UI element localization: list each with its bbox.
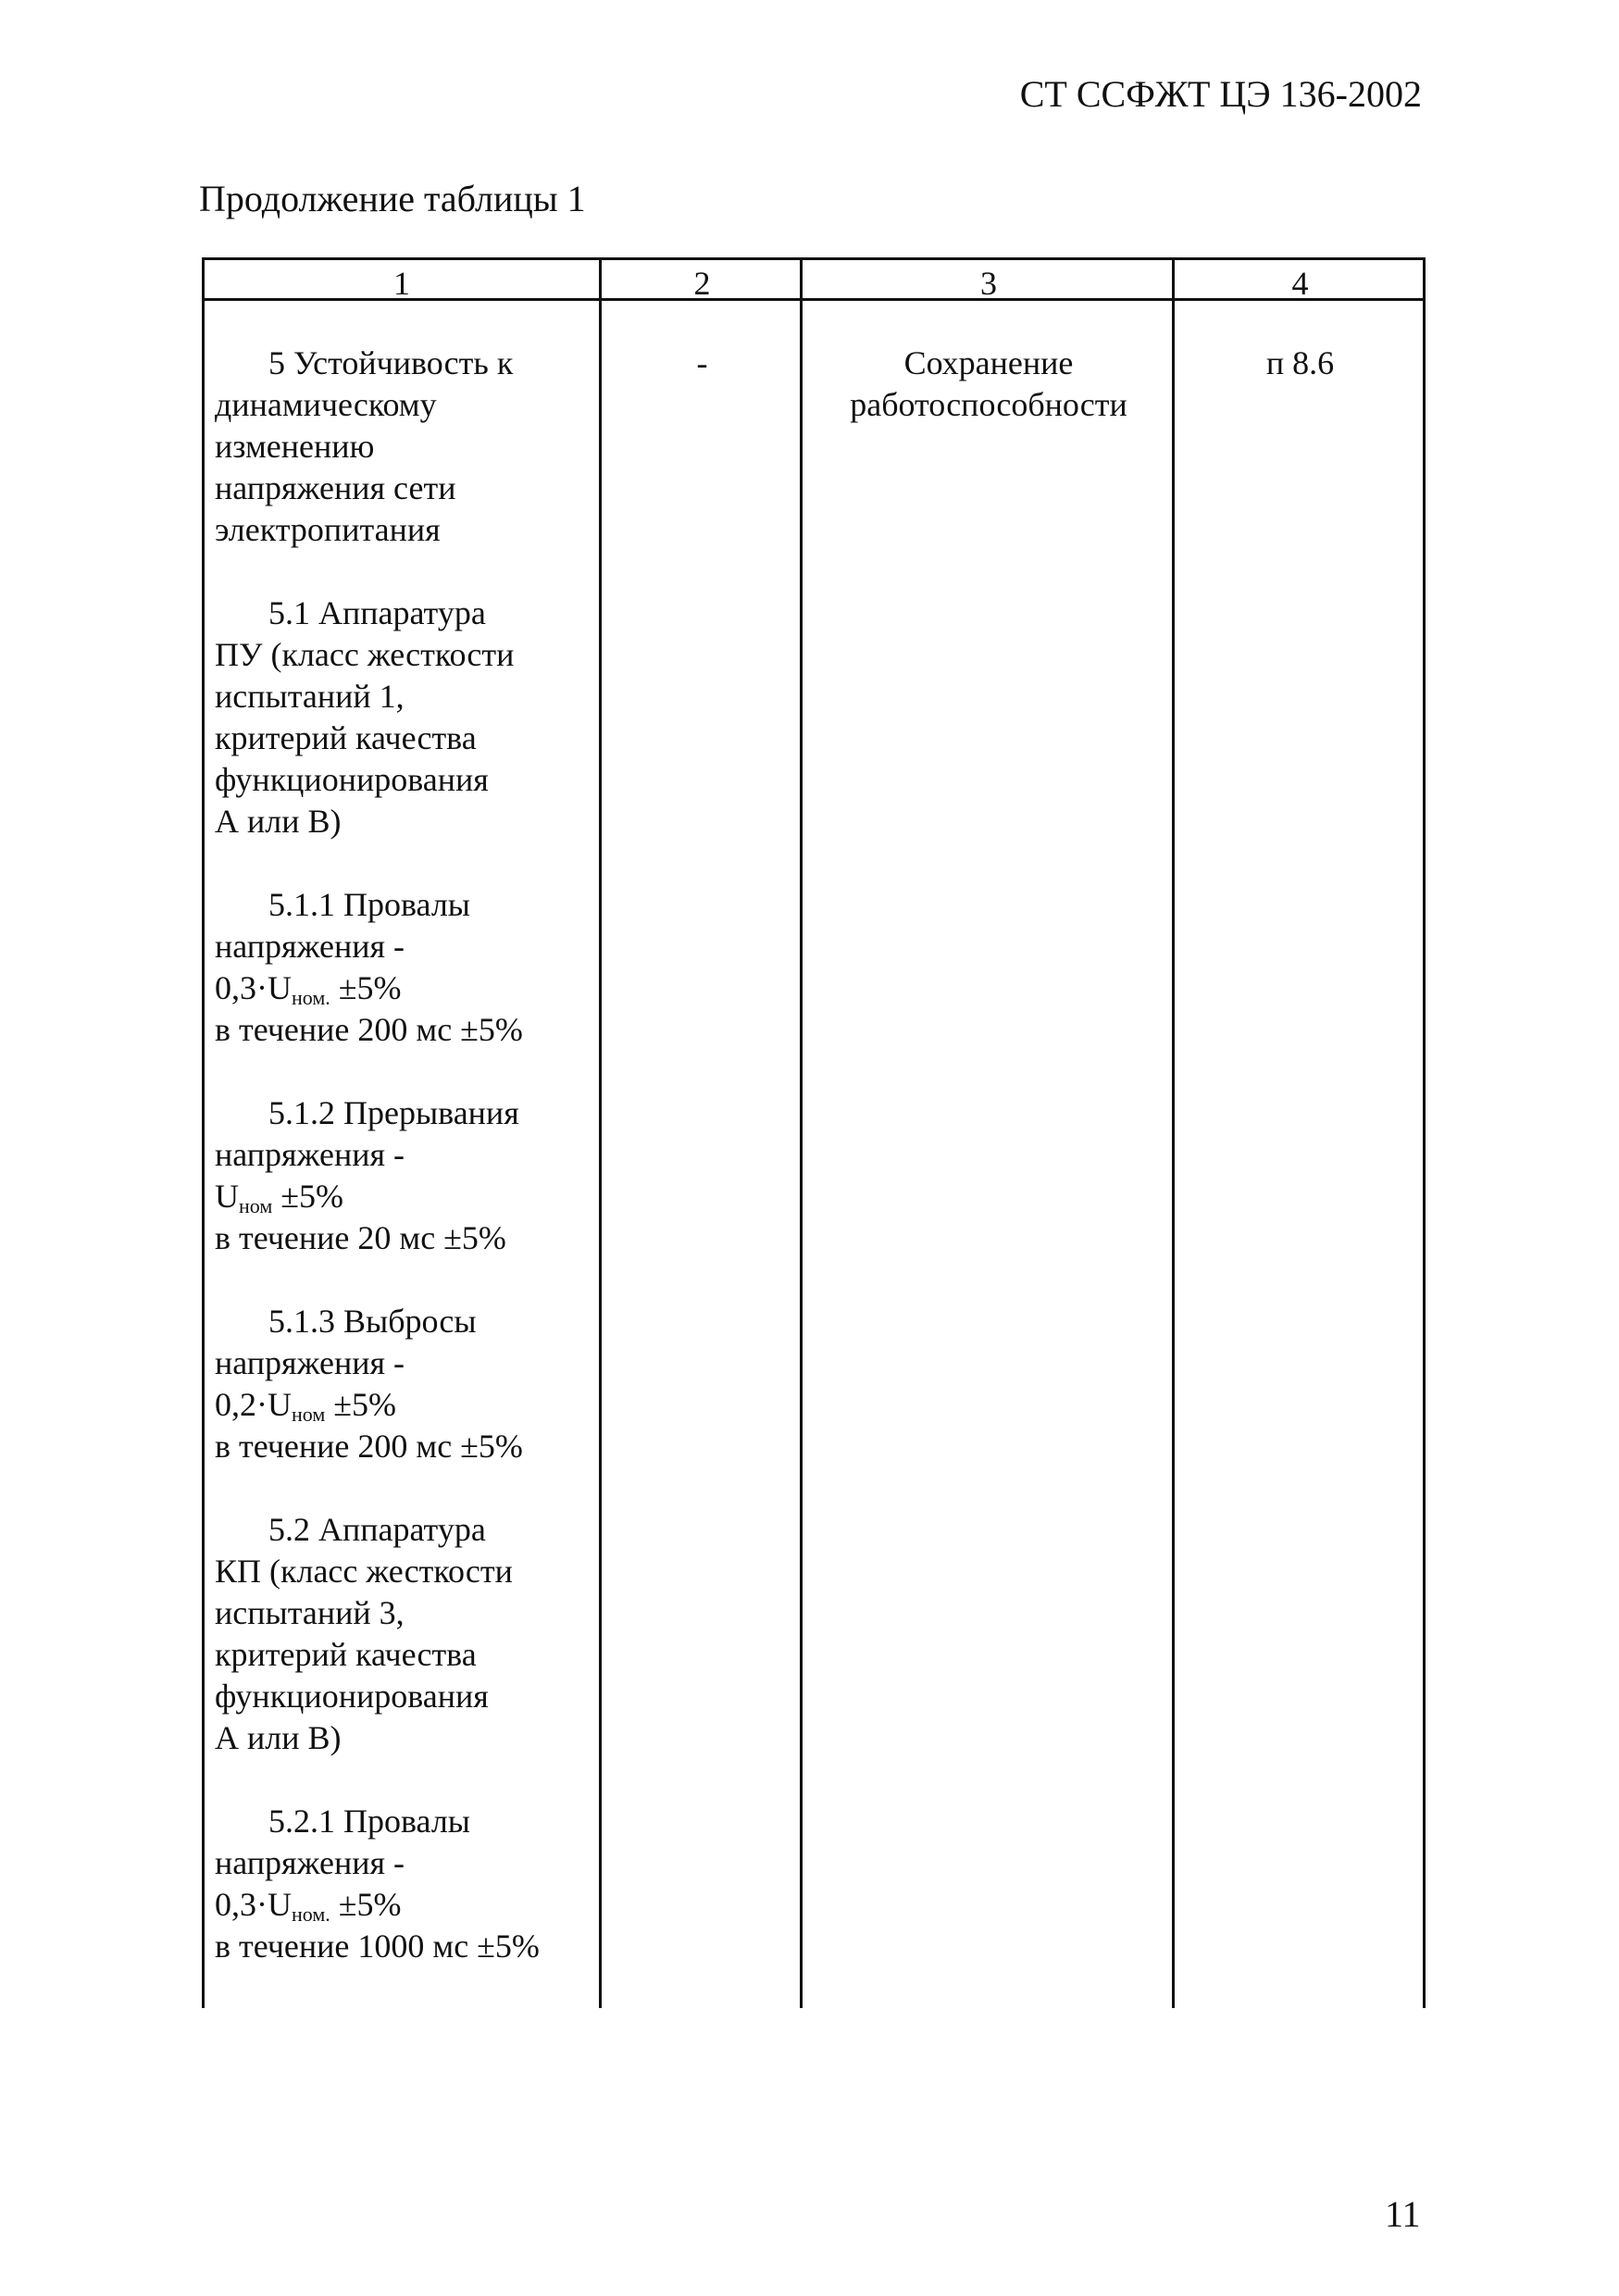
duration-line: в течение 200 мс ±5% <box>215 1011 523 1048</box>
item-5-1-1 <box>215 884 602 1051</box>
duration-line: в течение 1000 мс ±5% <box>215 1928 540 1965</box>
formula-prefix: 0,3·U <box>215 1886 292 1923</box>
item-text-line: функционирования <box>215 1678 489 1715</box>
item-text-line: напряжения - <box>215 928 405 965</box>
item-heading: 5.1.2 Прерывания <box>268 1094 519 1131</box>
item-heading: 5.1 Аппаратура <box>268 594 486 631</box>
voltage-formula <box>215 1884 602 1926</box>
item-text-line: А или В) <box>215 803 342 840</box>
voltage-formula <box>215 1176 602 1217</box>
item-5-2-1 <box>215 1801 602 1967</box>
item-text-line: ПУ (класс жесткости <box>215 636 515 673</box>
item-text-line: испытаний 1, <box>215 678 405 715</box>
item-heading: 5.1.3 Выбросы <box>268 1303 477 1340</box>
table-top-border <box>202 257 1426 260</box>
item-heading: 5.2.1 Провалы <box>268 1803 470 1840</box>
item-heading: 5.2 Аппаратура <box>268 1511 486 1548</box>
formula-subscript: ном. <box>292 1903 330 1926</box>
item-text-line: напряжения - <box>215 1844 405 1881</box>
criterion-line-1: Сохранение <box>903 344 1074 381</box>
formula-tolerance: ±5% <box>272 1178 344 1215</box>
column-header-3: 3 <box>980 265 997 302</box>
duration-line: в течение 200 мс ±5% <box>215 1428 523 1465</box>
page-number: 11 <box>1385 2193 1421 2235</box>
criterion-line-2: работоспособности <box>850 386 1127 423</box>
item-text-line: критерий качества <box>215 1636 477 1673</box>
item-heading: 5.1.1 Провалы <box>268 886 470 923</box>
continuation-table <box>202 257 1426 2008</box>
item-heading: 5 Устойчивость к <box>268 344 514 381</box>
requirements-column <box>215 343 602 2009</box>
criterion-cell <box>803 343 1175 426</box>
item-text-line: функционирования <box>215 761 489 798</box>
item-text-line: напряжения - <box>215 1344 405 1381</box>
formula-subscript: ном <box>239 1194 273 1217</box>
column-header-4: 4 <box>1291 265 1309 302</box>
item-5-1 <box>215 593 602 842</box>
table-left-border <box>202 257 205 2008</box>
item-text-line: напряжения сети <box>215 469 456 506</box>
document-code: СТ ССФЖТ ЦЭ 136-2002 <box>1019 73 1422 115</box>
column-divider-2 <box>800 257 803 2008</box>
table-right-border <box>1423 257 1426 2008</box>
item-5-1-3 <box>215 1301 602 1467</box>
formula-subscript: ном <box>292 1403 326 1426</box>
formula-prefix: 0,2·U <box>215 1386 292 1423</box>
value-cell-col2: - <box>696 344 708 381</box>
item-5-2 <box>215 1509 602 1759</box>
item-text-line: критерий качества <box>215 719 477 756</box>
item-text-line: динамическому <box>215 386 437 423</box>
voltage-formula <box>215 967 602 1009</box>
formula-tolerance: ±5% <box>325 1386 397 1423</box>
method-reference-cell: п 8.6 <box>1265 344 1335 381</box>
formula-tolerance: ±5% <box>330 969 402 1006</box>
item-text-line: испытаний 3, <box>215 1594 405 1631</box>
item-text-line: КП (класс жесткости <box>215 1553 513 1590</box>
item-text-line: изменению <box>215 428 375 465</box>
item-text-line: А или В) <box>215 1719 342 1756</box>
formula-prefix: 0,3·U <box>215 969 292 1006</box>
table-caption: Продолжение таблицы 1 <box>199 178 586 219</box>
voltage-formula <box>215 1384 602 1426</box>
formula-tolerance: ±5% <box>330 1886 402 1923</box>
item-text-line: электропитания <box>215 511 441 548</box>
column-header-2: 2 <box>693 265 711 302</box>
item-5-1-2 <box>215 1092 602 1259</box>
item-text-line: напряжения - <box>215 1136 405 1173</box>
duration-line: в течение 20 мс ±5% <box>215 1219 506 1256</box>
column-header-1: 1 <box>393 265 410 302</box>
formula-subscript: ном. <box>292 986 330 1009</box>
formula-prefix: U <box>215 1178 239 1215</box>
item-5 <box>215 343 602 551</box>
column-divider-3 <box>1172 257 1175 2008</box>
